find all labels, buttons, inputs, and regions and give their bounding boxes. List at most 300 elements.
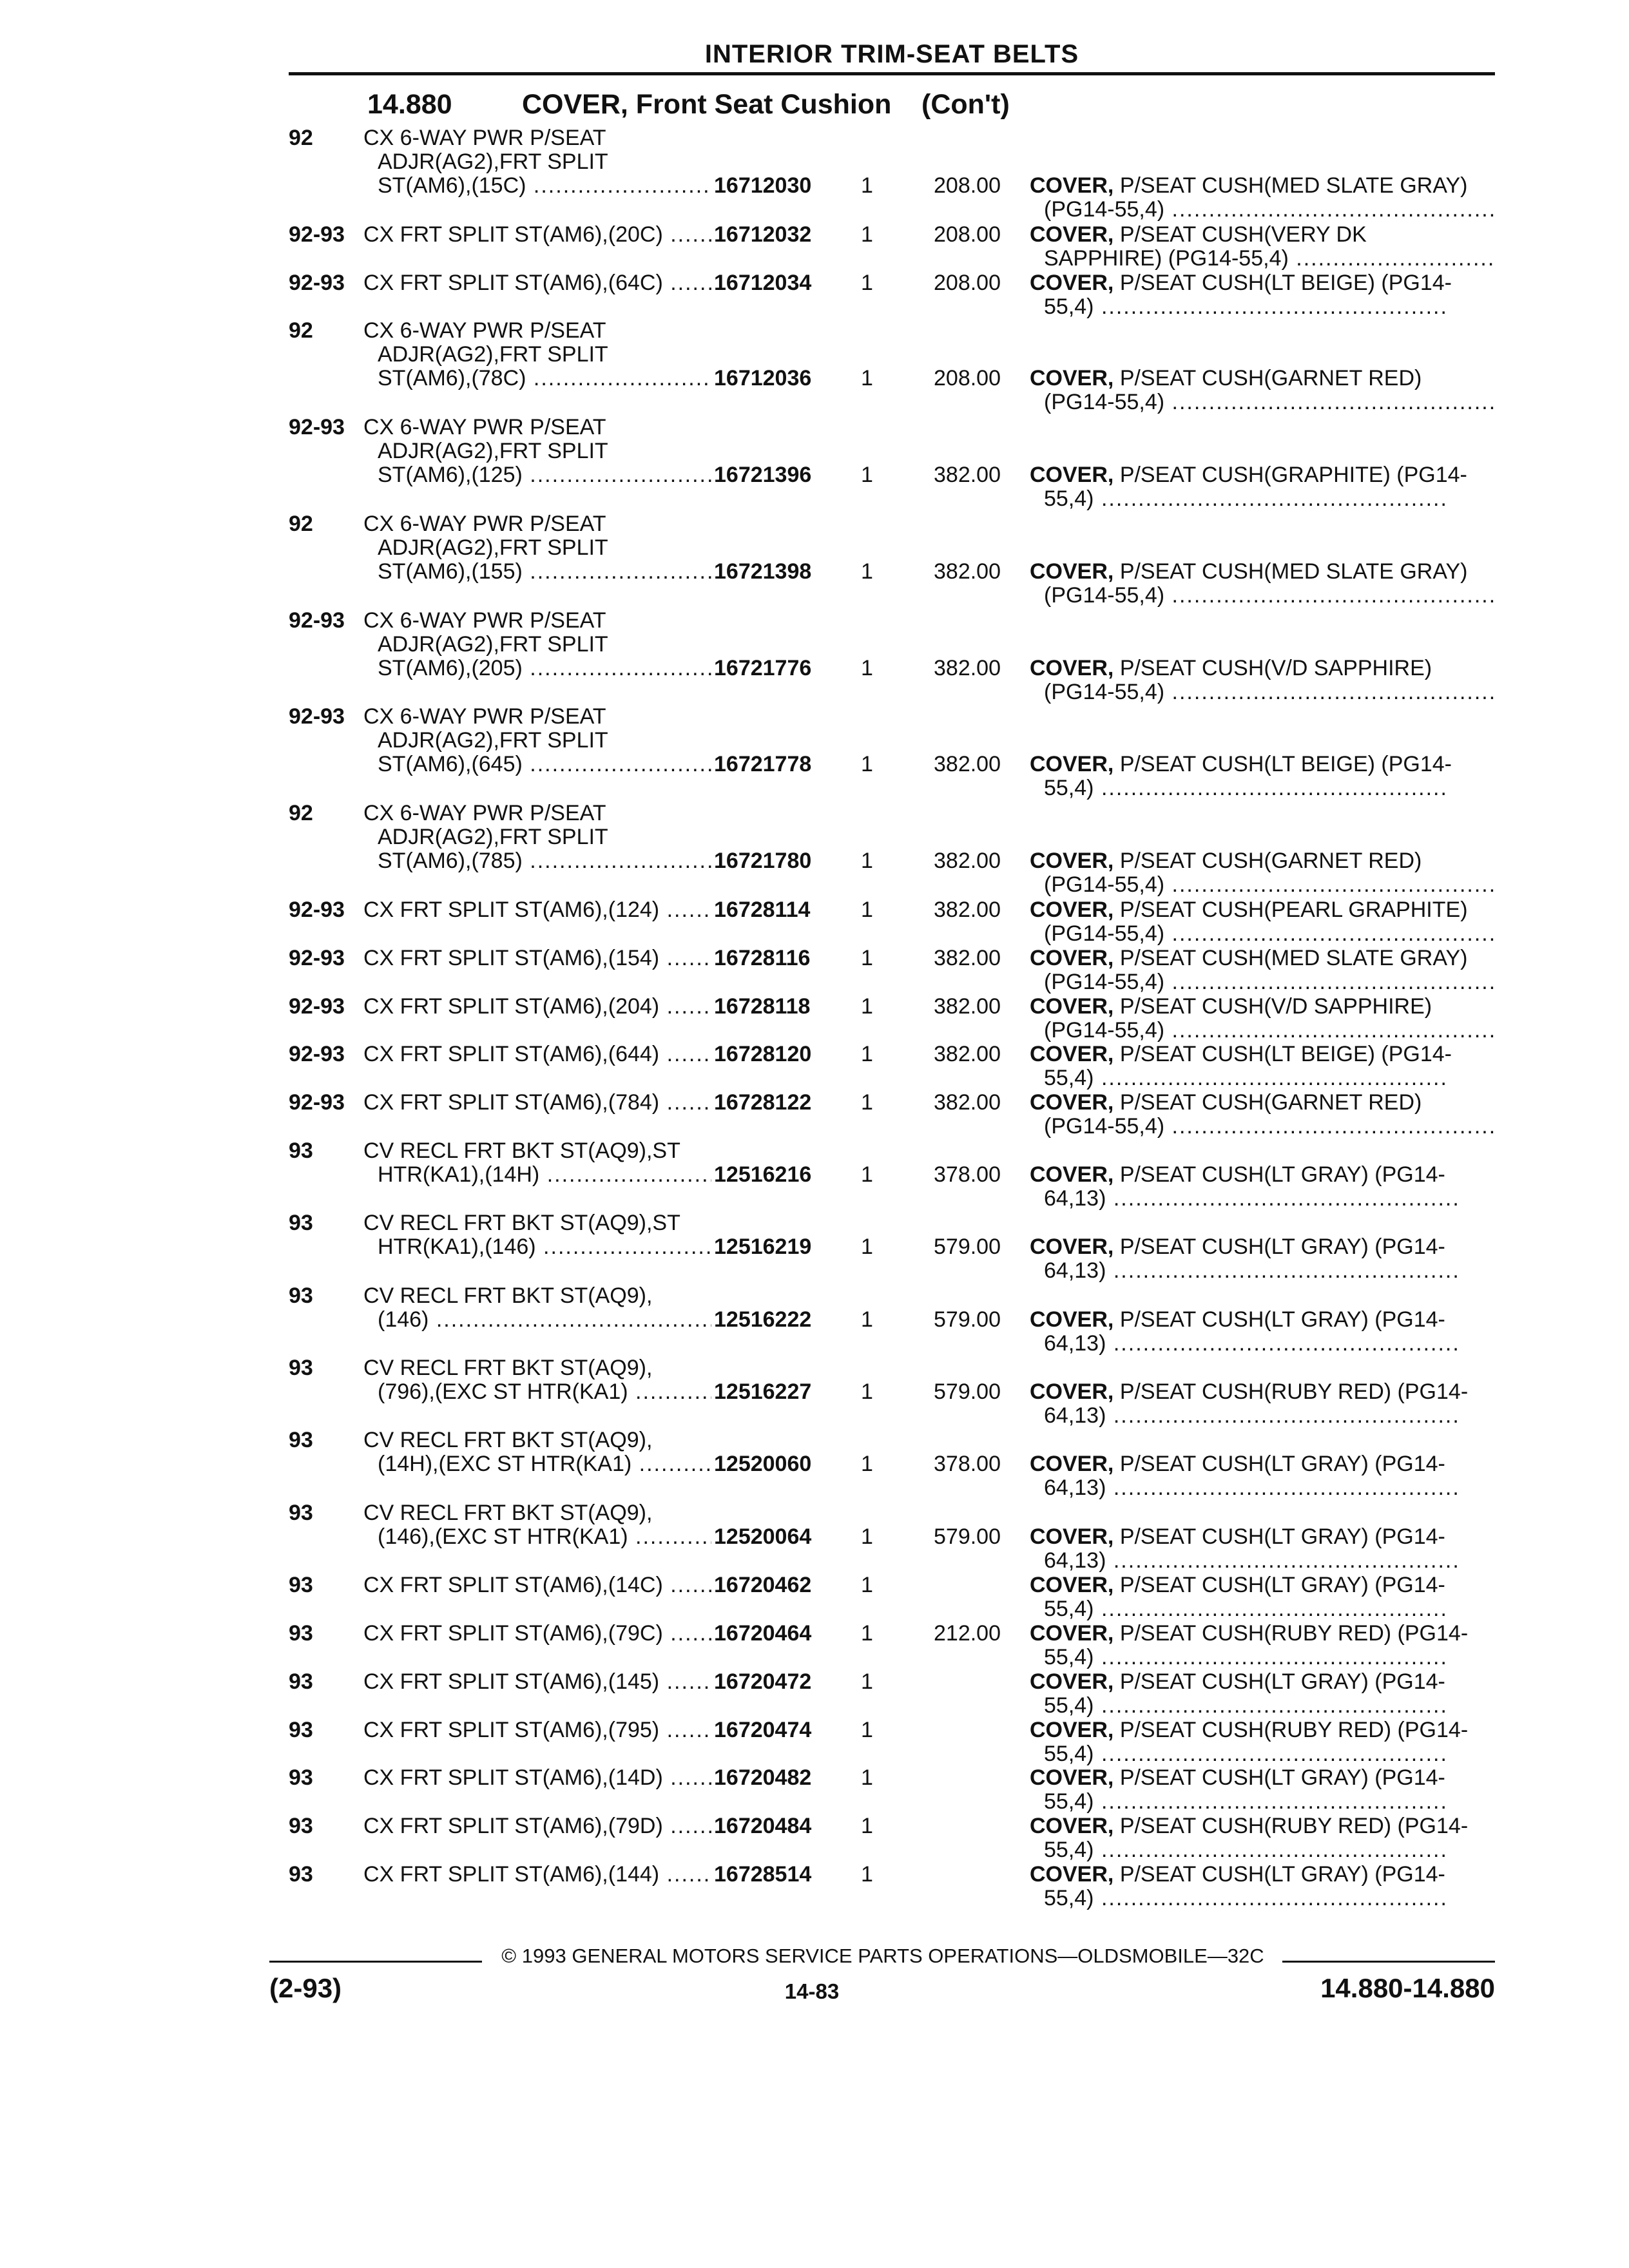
part-number: 12516227	[714, 1379, 812, 1405]
application-line: CX 6-WAY PWR P/SEAT	[363, 705, 606, 729]
model-year: 92-93	[289, 994, 345, 1019]
quantity: 1	[861, 1862, 873, 1887]
description-line: 55,4) .....	[1030, 1887, 1494, 1910]
description-line: 64,13) .....	[1030, 1404, 1494, 1428]
model-year: 93	[289, 1211, 313, 1236]
application	[363, 609, 711, 680]
description-text: P/SEAT CUSH(LT GRAY) (PG14-	[1119, 1307, 1445, 1332]
description-text: P/SEAT CUSH(LT GRAY) (PG14-	[1119, 1573, 1445, 1597]
list-price: 378.00	[934, 1452, 1001, 1477]
model-year: 92-93	[289, 270, 345, 295]
model-year: 93	[289, 1139, 313, 1164]
description-noun: COVER,	[1030, 946, 1114, 970]
part-number: 16721778	[714, 752, 812, 777]
part-description	[1030, 995, 1494, 1043]
description-noun: COVER,	[1030, 1043, 1114, 1067]
application-line: CX FRT SPLIT ST(AM6),(145) .....	[363, 1670, 711, 1694]
description-noun: COVER,	[1030, 1091, 1114, 1115]
model-year: 92-93	[289, 222, 345, 247]
quantity: 1	[861, 463, 873, 488]
application	[363, 223, 711, 247]
description-line: 64,13) .....	[1030, 1259, 1494, 1283]
quantity: 1	[861, 1669, 873, 1694]
description-text: P/SEAT CUSH(LT GRAY) (PG14-	[1119, 1863, 1445, 1887]
quantity: 1	[861, 1090, 873, 1115]
description-noun: COVER,	[1030, 1163, 1114, 1187]
list-price: 382.00	[934, 1090, 1001, 1115]
application-line: CV RECL FRT BKT ST(AQ9),	[363, 1356, 653, 1381]
application-line: CX FRT SPLIT ST(AM6),(124) .....	[363, 898, 711, 922]
description-text: P/SEAT CUSH(LT BEIGE) (PG14-	[1119, 271, 1452, 295]
part-description	[1030, 657, 1494, 704]
description-line	[1030, 753, 1494, 776]
part-number: 16728116	[714, 945, 811, 970]
quantity: 1	[861, 849, 873, 874]
part-description	[1030, 1814, 1494, 1862]
quantity: 1	[861, 1042, 873, 1067]
part-description	[1030, 367, 1494, 414]
application-line: HTR(KA1),(14H) .....	[363, 1163, 711, 1187]
part-description	[1030, 271, 1494, 319]
part-number: 16721780	[714, 849, 812, 874]
description-text: P/SEAT CUSH(GRAPHITE) (PG14-	[1119, 463, 1467, 488]
description-text: P/SEAT CUSH(RUBY RED) (PG14-	[1119, 1380, 1469, 1405]
application-line: ST(AM6),(15C) .....	[363, 174, 711, 198]
description-text: P/SEAT CUSH(RUBY RED) (PG14-	[1119, 1718, 1469, 1742]
description-line	[1030, 271, 1494, 295]
part-number: 16728114	[714, 897, 811, 922]
model-year: 93	[289, 1669, 313, 1694]
description-line: 55,4) .....	[1030, 1597, 1494, 1621]
model-year: 92	[289, 801, 313, 826]
description-text: P/SEAT CUSH(LT GRAY) (PG14-	[1119, 1524, 1445, 1549]
list-price: 579.00	[934, 1524, 1001, 1549]
model-year: 92-93	[289, 1090, 345, 1115]
part-description	[1030, 898, 1494, 946]
description-text: P/SEAT CUSH(LT BEIGE) (PG14-	[1119, 753, 1452, 777]
quantity: 1	[861, 559, 873, 584]
list-price: 382.00	[934, 1042, 1001, 1067]
description-noun: COVER,	[1030, 1718, 1114, 1742]
quantity: 1	[861, 1307, 873, 1332]
application-line: ADJR(AG2),FRT SPLIT	[378, 439, 608, 464]
quantity: 1	[861, 1765, 873, 1791]
part-number: 16712034	[714, 270, 812, 295]
description-noun: COVER,	[1030, 1307, 1114, 1332]
description-noun: COVER,	[1030, 559, 1114, 584]
description-line: 64,13) .....	[1030, 1332, 1494, 1356]
model-year: 92-93	[289, 945, 345, 970]
application	[363, 319, 711, 390]
description-line	[1030, 1863, 1494, 1887]
description-line	[1030, 1766, 1494, 1790]
application	[363, 416, 711, 487]
quantity: 1	[861, 1235, 873, 1260]
application-line: ADJR(AG2),FRT SPLIT	[378, 535, 608, 560]
application-line: ST(AM6),(205) .....	[363, 657, 711, 680]
model-year: 93	[289, 1620, 313, 1646]
part-description	[1030, 1573, 1494, 1621]
description-line	[1030, 1091, 1494, 1115]
part-description	[1030, 753, 1494, 800]
part-number: 16728514	[714, 1862, 812, 1887]
application-line: ADJR(AG2),FRT SPLIT	[378, 825, 608, 850]
description-text: P/SEAT CUSH(V/D SAPPHIRE)	[1119, 656, 1432, 680]
list-price: 382.00	[934, 945, 1001, 970]
list-price: 579.00	[934, 1235, 1001, 1260]
list-price: 382.00	[934, 559, 1001, 584]
part-description	[1030, 1766, 1494, 1814]
description-line	[1030, 1814, 1494, 1838]
application-line: ADJR(AG2),FRT SPLIT	[378, 343, 608, 367]
description-text: P/SEAT CUSH(LT BEIGE) (PG14-	[1119, 1043, 1452, 1067]
part-number: 16728118	[714, 994, 811, 1019]
part-number: 16720474	[714, 1717, 812, 1742]
application	[363, 898, 711, 922]
footer-rule-right	[1282, 1961, 1495, 1963]
application-line: CX 6-WAY PWR P/SEAT	[363, 319, 606, 343]
description-noun: COVER,	[1030, 1524, 1114, 1549]
part-number: 16728120	[714, 1042, 812, 1067]
quantity: 1	[861, 1524, 873, 1549]
application	[363, 512, 711, 584]
quantity: 1	[861, 1162, 873, 1187]
model-year: 93	[289, 1765, 313, 1791]
model-year: 93	[289, 1428, 313, 1453]
model-year: 92-93	[289, 704, 345, 729]
description-line: (PG14-55,4) .....	[1030, 922, 1494, 946]
footer-copyright: © 1993 GENERAL MOTORS SERVICE PARTS OPERATIONS—OLDSMOBILE—32C	[501, 1945, 1264, 1967]
application	[363, 947, 711, 970]
part-number: 12516222	[714, 1307, 812, 1332]
description-line: 55,4) .....	[1030, 776, 1494, 800]
description-line: 55,4) .....	[1030, 1838, 1494, 1862]
application	[363, 271, 711, 295]
application	[363, 802, 711, 873]
application-line: (146),(EXC ST HTR(KA1) .....	[363, 1525, 711, 1549]
part-description	[1030, 1525, 1494, 1573]
application	[363, 1284, 711, 1332]
description-line: 55,4) .....	[1030, 1694, 1494, 1718]
description-line: (PG14-55,4) .....	[1030, 1115, 1494, 1139]
model-year: 92	[289, 126, 313, 150]
application	[363, 1043, 711, 1066]
application-line: CX FRT SPLIT ST(AM6),(20C) .....	[363, 223, 711, 247]
section-number: 14.880	[367, 89, 452, 120]
application-line: ST(AM6),(645) .....	[363, 753, 711, 776]
part-description	[1030, 1163, 1494, 1211]
model-year: 93	[289, 1500, 313, 1525]
description-line	[1030, 1043, 1494, 1066]
application	[363, 126, 711, 198]
application-line: CX 6-WAY PWR P/SEAT	[363, 416, 606, 440]
model-year: 92-93	[289, 608, 345, 633]
application-line: (796),(EXC ST HTR(KA1) .....	[363, 1380, 711, 1404]
description-line: 64,13) .....	[1030, 1476, 1494, 1500]
list-price: 579.00	[934, 1307, 1001, 1332]
application-line: CX FRT SPLIT ST(AM6),(64C) .....	[363, 271, 711, 295]
part-description	[1030, 174, 1494, 222]
description-text: P/SEAT CUSH(PEARL GRAPHITE)	[1119, 898, 1468, 922]
application-line: ST(AM6),(155) .....	[363, 560, 711, 584]
part-number: 16728122	[714, 1090, 812, 1115]
part-description	[1030, 947, 1494, 994]
part-number: 16712032	[714, 222, 812, 247]
quantity: 1	[861, 655, 873, 680]
application-line: ADJR(AG2),FRT SPLIT	[378, 729, 608, 753]
description-line: 64,13) .....	[1030, 1187, 1494, 1211]
list-price: 208.00	[934, 173, 1001, 198]
part-number: 16721776	[714, 655, 812, 680]
list-price: 208.00	[934, 366, 1001, 391]
application-line: CX 6-WAY PWR P/SEAT	[363, 608, 606, 633]
application	[363, 1428, 711, 1476]
application-line: CX 6-WAY PWR P/SEAT	[363, 512, 606, 536]
description-line	[1030, 898, 1494, 922]
description-noun: COVER,	[1030, 1669, 1114, 1694]
part-description	[1030, 1452, 1494, 1500]
model-year: 93	[289, 1862, 313, 1887]
application-line: CX FRT SPLIT ST(AM6),(79C) .....	[363, 1622, 711, 1646]
description-line	[1030, 1235, 1494, 1259]
application	[363, 1718, 711, 1742]
part-number: 16721396	[714, 463, 812, 488]
description-line: (PG14-55,4) .....	[1030, 970, 1494, 994]
list-price: 212.00	[934, 1620, 1001, 1646]
list-price: 382.00	[934, 752, 1001, 777]
quantity: 1	[861, 1620, 873, 1646]
description-line: 64,13) .....	[1030, 1549, 1494, 1573]
list-price: 382.00	[934, 655, 1001, 680]
part-description	[1030, 1308, 1494, 1356]
application-line: CX FRT SPLIT ST(AM6),(144) .....	[363, 1863, 711, 1887]
description-line: 55,4) .....	[1030, 1742, 1494, 1766]
list-price: 579.00	[934, 1379, 1001, 1405]
description-text: P/SEAT CUSH(GARNET RED)	[1119, 367, 1422, 391]
list-price: 378.00	[934, 1162, 1001, 1187]
description-noun: COVER,	[1030, 174, 1114, 198]
application-line: ADJR(AG2),FRT SPLIT	[378, 632, 608, 657]
description-line: (PG14-55,4) .....	[1030, 873, 1494, 897]
application-line: CX FRT SPLIT ST(AM6),(644) .....	[363, 1043, 711, 1066]
description-text: P/SEAT CUSH(MED SLATE GRAY)	[1119, 559, 1468, 584]
model-year: 93	[289, 1572, 313, 1597]
application-line: ST(AM6),(125) .....	[363, 463, 711, 487]
description-line: (PG14-55,4) .....	[1030, 680, 1494, 704]
description-text: P/SEAT CUSH(RUBY RED) (PG14-	[1119, 1814, 1469, 1839]
application-line: CX FRT SPLIT ST(AM6),(14D) .....	[363, 1766, 711, 1790]
part-number: 16712030	[714, 173, 812, 198]
part-number: 12516219	[714, 1235, 812, 1260]
application	[363, 1622, 711, 1646]
application	[363, 1814, 711, 1838]
description-line: 55,4) .....	[1030, 487, 1494, 511]
application-line: HTR(KA1),(146) .....	[363, 1235, 711, 1259]
application-line: ADJR(AG2),FRT SPLIT	[378, 150, 608, 174]
part-number: 16721398	[714, 559, 812, 584]
page-title: INTERIOR TRIM-SEAT BELTS	[704, 40, 1079, 68]
application	[363, 1863, 711, 1887]
description-line: 55,4) .....	[1030, 1646, 1494, 1669]
footer-rule-left	[269, 1961, 482, 1963]
description-noun: COVER,	[1030, 1452, 1114, 1477]
application	[363, 1501, 711, 1549]
description-line: (PG14-55,4) .....	[1030, 390, 1494, 414]
part-description	[1030, 1380, 1494, 1428]
quantity: 1	[861, 1452, 873, 1477]
application-line: (146) .....	[363, 1308, 711, 1332]
description-noun: COVER,	[1030, 367, 1114, 391]
application-line: (14H),(EXC ST HTR(KA1) .....	[363, 1452, 711, 1476]
model-year: 93	[289, 1356, 313, 1381]
application-line: CV RECL FRT BKT ST(AQ9),ST	[363, 1139, 680, 1164]
part-description	[1030, 1091, 1494, 1139]
description-noun: COVER,	[1030, 898, 1114, 922]
footer-date: (2-93)	[269, 1973, 342, 2003]
part-number: 16720464	[714, 1620, 812, 1646]
application-line: CV RECL FRT BKT ST(AQ9),	[363, 1501, 653, 1525]
description-text: P/SEAT CUSH(V/D SAPPHIRE)	[1119, 994, 1432, 1019]
quantity: 1	[861, 1717, 873, 1742]
description-noun: COVER,	[1030, 1766, 1114, 1791]
description-noun: COVER,	[1030, 1573, 1114, 1597]
description-line: (PG14-55,4) .....	[1030, 584, 1494, 608]
description-text: P/SEAT CUSH(GARNET RED)	[1119, 849, 1422, 874]
application-line: CX FRT SPLIT ST(AM6),(784) .....	[363, 1091, 711, 1115]
description-text: P/SEAT CUSH(LT GRAY) (PG14-	[1119, 1669, 1445, 1694]
model-year: 92	[289, 318, 313, 343]
description-line	[1030, 1525, 1494, 1549]
model-year: 92	[289, 511, 313, 536]
model-year: 93	[289, 1814, 313, 1839]
part-description	[1030, 849, 1494, 897]
page-number: 14-83	[784, 1979, 840, 2003]
description-noun: COVER,	[1030, 753, 1114, 777]
application-line: ST(AM6),(78C) .....	[363, 367, 711, 390]
application	[363, 705, 711, 776]
application-line: CX FRT SPLIT ST(AM6),(79D) .....	[363, 1814, 711, 1838]
quantity: 1	[861, 897, 873, 922]
description-line: 55,4) .....	[1030, 1066, 1494, 1090]
list-price: 382.00	[934, 849, 1001, 874]
model-year: 92-93	[289, 415, 345, 440]
quantity: 1	[861, 270, 873, 295]
description-line	[1030, 1573, 1494, 1597]
description-text: P/SEAT CUSH(GARNET RED)	[1119, 1091, 1422, 1115]
section-continued: (Con't)	[921, 89, 1010, 120]
description-text: P/SEAT CUSH(VERY DK	[1119, 222, 1367, 247]
list-price: 382.00	[934, 897, 1001, 922]
part-description	[1030, 1043, 1494, 1090]
part-number: 12516216	[714, 1162, 812, 1187]
quantity: 1	[861, 173, 873, 198]
description-noun: COVER,	[1030, 1621, 1114, 1646]
application-line: CX 6-WAY PWR P/SEAT	[363, 126, 606, 150]
list-price: 208.00	[934, 270, 1001, 295]
section-name: COVER, Front Seat Cushion	[522, 89, 892, 120]
part-description	[1030, 1235, 1494, 1283]
application-line: CX FRT SPLIT ST(AM6),(795) .....	[363, 1718, 711, 1742]
application-line: CX 6-WAY PWR P/SEAT	[363, 802, 606, 826]
part-description	[1030, 463, 1494, 511]
list-price: 208.00	[934, 222, 1001, 247]
footer-range: 14.880-14.880	[1320, 1973, 1495, 2003]
application-line: ST(AM6),(785) .....	[363, 849, 711, 873]
part-number: 16720482	[714, 1765, 812, 1791]
application-line: CV RECL FRT BKT ST(AQ9),	[363, 1428, 653, 1453]
description-noun: COVER,	[1030, 1814, 1114, 1839]
description-line: (PG14-55,4) .....	[1030, 1019, 1494, 1043]
description-noun: COVER,	[1030, 656, 1114, 680]
part-number: 16712036	[714, 366, 812, 391]
description-line	[1030, 1718, 1494, 1742]
part-description	[1030, 1718, 1494, 1766]
description-noun: COVER,	[1030, 222, 1114, 247]
part-number: 16720472	[714, 1669, 812, 1694]
description-text: P/SEAT CUSH(LT GRAY) (PG14-	[1119, 1235, 1445, 1260]
quantity: 1	[861, 945, 873, 970]
description-noun: COVER,	[1030, 994, 1114, 1019]
description-line	[1030, 1622, 1494, 1646]
description-line: 55,4) .....	[1030, 295, 1494, 319]
part-description	[1030, 223, 1494, 271]
application	[363, 1211, 711, 1259]
model-year: 92-93	[289, 897, 345, 922]
application	[363, 1670, 711, 1694]
application	[363, 1139, 711, 1187]
quantity: 1	[861, 1814, 873, 1839]
list-price: 382.00	[934, 994, 1001, 1019]
description-noun: COVER,	[1030, 1863, 1114, 1887]
application-line: CX FRT SPLIT ST(AM6),(14C) .....	[363, 1573, 711, 1597]
application	[363, 1766, 711, 1790]
part-number: 12520064	[714, 1524, 812, 1549]
description-line	[1030, 1670, 1494, 1694]
part-number: 12520060	[714, 1452, 812, 1477]
description-line	[1030, 174, 1494, 198]
description-noun: COVER,	[1030, 271, 1114, 295]
quantity: 1	[861, 366, 873, 391]
description-line	[1030, 560, 1494, 584]
model-year: 93	[289, 1717, 313, 1742]
part-description	[1030, 560, 1494, 608]
application-line: CX FRT SPLIT ST(AM6),(154) .....	[363, 947, 711, 970]
description-line	[1030, 367, 1494, 390]
description-text: P/SEAT CUSH(MED SLATE GRAY)	[1119, 946, 1468, 970]
quantity: 1	[861, 1379, 873, 1405]
description-line	[1030, 1380, 1494, 1404]
description-line	[1030, 947, 1494, 970]
description-line	[1030, 657, 1494, 680]
description-text: P/SEAT CUSH(RUBY RED) (PG14-	[1119, 1621, 1469, 1646]
description-noun: COVER,	[1030, 1235, 1114, 1260]
quantity: 1	[861, 1572, 873, 1597]
description-text: P/SEAT CUSH(LT GRAY) (PG14-	[1119, 1163, 1445, 1187]
application	[363, 1091, 711, 1115]
list-price: 382.00	[934, 463, 1001, 488]
description-line	[1030, 995, 1494, 1019]
part-number: 16720484	[714, 1814, 812, 1839]
description-line	[1030, 463, 1494, 487]
section-heading	[367, 89, 1010, 120]
description-line	[1030, 1163, 1494, 1187]
description-line	[1030, 849, 1494, 873]
application	[363, 1573, 711, 1597]
description-line	[1030, 1308, 1494, 1332]
description-text: P/SEAT CUSH(LT GRAY) (PG14-	[1119, 1452, 1445, 1477]
part-number: 16720462	[714, 1572, 812, 1597]
header-rule	[289, 72, 1495, 75]
